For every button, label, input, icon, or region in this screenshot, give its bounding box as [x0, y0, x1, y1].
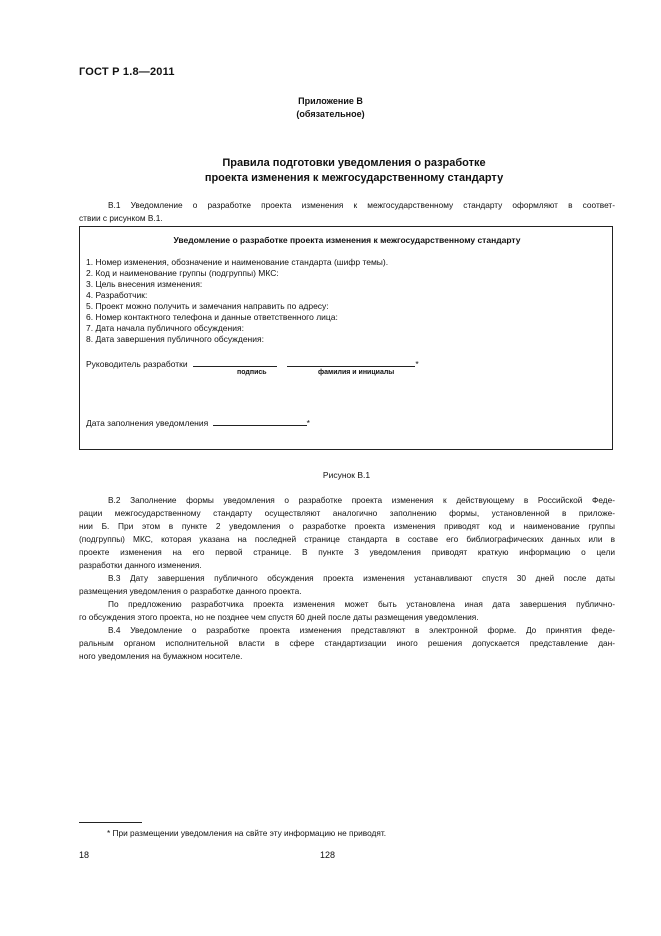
paragraph-line: проекте изменения на его первой странице. В пункте 3 уведомления приводят краткую информацию о цели [79, 547, 615, 557]
paragraph-line: По предложению разработчика проекта изменения может быть установлена иная дата завершения публично- [108, 599, 615, 609]
name-blank [287, 358, 415, 367]
signature-caption: подпись [237, 369, 267, 376]
paragraph-line: ного уведомления на бумажном носителе. [79, 651, 243, 661]
form-item: 3. Цель внесения изменения: [86, 279, 203, 289]
figure-caption: Рисунок В.1 [322, 470, 371, 480]
appendix-label: Приложение В [298, 96, 363, 106]
footnote-separator [79, 822, 142, 823]
form-title: Уведомление о разработке проекта изменения к межгосударственному стандарту [173, 235, 521, 245]
form-item: 2. Код и наименование группы (подгруппы) МКС: [86, 268, 279, 278]
date-row [86, 417, 310, 428]
form-item: 8. Дата завершения публичного обсуждения: [86, 334, 264, 344]
form-item: 1. Номер изменения, обозначение и наименование стандарта (шифр темы). [86, 257, 389, 267]
paragraph-line: го обсуждения этого проекта, но не позднее чем спустя 60 дней после даты размещения уведомления. [79, 612, 479, 622]
paragraph-line: размещения уведомления о разработке данного проекта. [79, 586, 302, 596]
form-item: 5. Проект можно получить и замечания направить по адресу: [86, 301, 329, 311]
date-label: Дата заполнения уведомления [86, 418, 209, 428]
notification-form [79, 226, 613, 450]
intro-paragraph-line-1: В.1 Уведомление о разработке проекта изменения к межгосударственному стандарту оформляют в соответ- [108, 200, 615, 210]
signature-row [86, 358, 419, 369]
paragraph-line: (подгруппы) МКС, которая указана на последней странице стандарта в составе его библиографических данных или в [79, 534, 615, 544]
signature-label: Руководитель разработки [86, 359, 188, 369]
paragraph-line: рации межгосударственному стандарту осуществляют аналогично заполнению формы, установленной в приложе- [79, 508, 615, 518]
form-item: 7. Дата начала публичного обсуждения: [86, 323, 244, 333]
paragraph-line: В.4 Уведомление о разработке проекта изменения представляют в электронной форме. До принятия феде- [108, 625, 615, 635]
paragraph-line: нии Б. При этом в пункте 2 уведомления о разработке проекта изменения приводят код и наименование группы [79, 521, 615, 531]
section-title-line-1: Правила подготовки уведомления о разработке [222, 157, 486, 169]
standard-code-header: ГОСТ Р 1.8—2011 [79, 66, 175, 78]
signature-asterisk: * [415, 359, 419, 369]
form-item: 6. Номер контактного телефона и данные ответственного лица: [86, 312, 338, 322]
form-item: 4. Разработчик: [86, 290, 148, 300]
paragraph-line: В.3 Дату завершения публичного обсуждения проекта изменения устанавливают спустя 30 дней после даты [108, 573, 615, 583]
date-asterisk: * [306, 418, 310, 428]
appendix-status: (обязательное) [296, 109, 365, 119]
intro-paragraph-line-2: ствии с рисунком В.1. [79, 213, 163, 223]
paragraph-line: разработки данного изменения. [79, 560, 202, 570]
footnote: * При размещении уведомления на свйте эту информацию не приводят. [107, 828, 387, 838]
page-number-center: 128 [320, 850, 336, 860]
date-blank [213, 417, 307, 426]
signature-blank [193, 358, 277, 367]
page-number-left: 18 [79, 850, 90, 860]
paragraph-line: ральным органом исполнительной власти в сфере стандартизации иного решения допускается представление дан- [79, 638, 615, 648]
section-title-line-2: проекта изменения к межгосударственному стандарту [204, 172, 504, 184]
paragraph-line: В.2 Заполнение формы уведомления о разработке проекта изменения к действующему в Российской Феде- [108, 495, 615, 505]
name-caption: фамилия и инициалы [318, 369, 395, 376]
